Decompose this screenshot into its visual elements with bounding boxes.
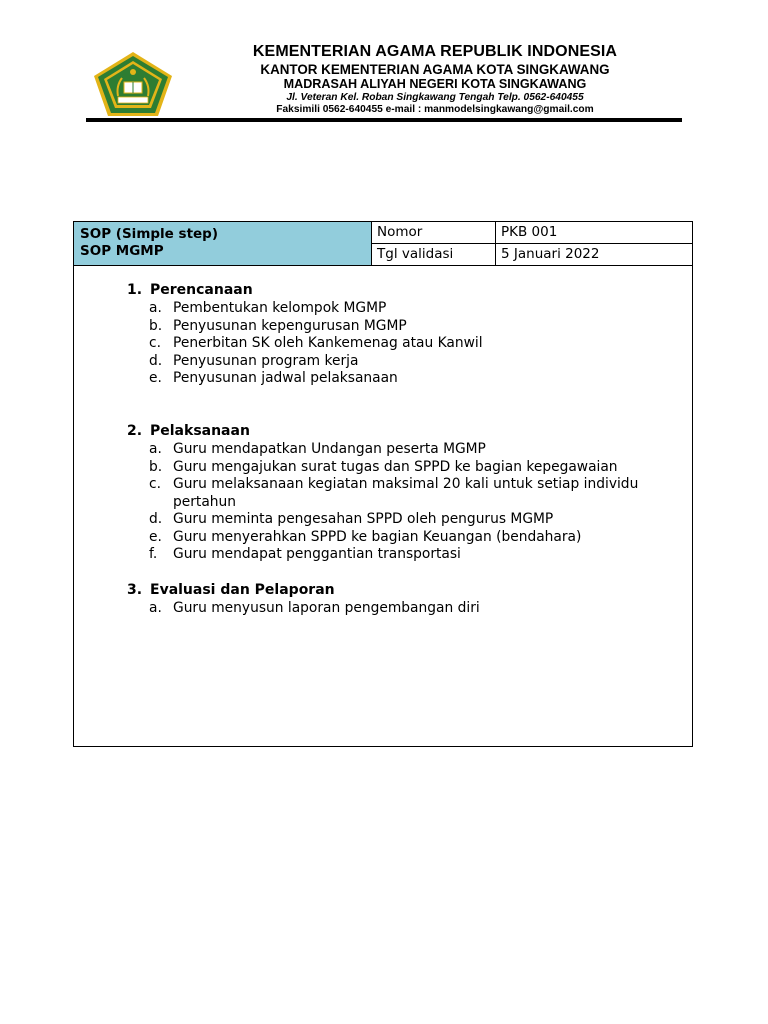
list-item: [149, 353, 659, 371]
section-title: [127, 282, 253, 299]
list-item-text: Guru meminta pengesahan SPPD oleh pengurus MGMP: [173, 511, 554, 527]
list-item-text: Guru mendapat penggantian transportasi: [173, 546, 461, 562]
list-item: [149, 476, 659, 511]
letterhead-address: Jl. Veteran Kel. Roban Singkawang Tengah Telp. 0562-640455: [286, 92, 584, 103]
list-item-text: Guru melaksanaan kegiatan maksimal 20 kali untuk setiap individu pertahun: [173, 476, 639, 510]
sop-title: SOP (Simple step): [80, 226, 219, 242]
letterhead: [200, 44, 670, 115]
list-item: [149, 441, 659, 459]
list-item-letter: a.: [149, 600, 162, 616]
section-title: [127, 582, 335, 599]
section-title-text: Pelaksanaan: [150, 423, 250, 439]
kemenag-emblem-icon: [92, 50, 174, 118]
letterhead-ministry: KEMENTERIAN AGAMA REPUBLIK INDONESIA: [252, 43, 618, 60]
list-item-letter: e.: [149, 370, 162, 386]
nomor-value: PKB 001: [496, 222, 692, 244]
list-item: [149, 511, 659, 529]
sop-subtitle: SOP MGMP: [80, 243, 164, 259]
list-item-letter: d.: [149, 352, 163, 369]
list-item-letter: a.: [149, 441, 162, 457]
sop-title-cell: [74, 222, 372, 265]
list-item: [149, 335, 659, 353]
letterhead-divider: [86, 118, 682, 122]
list-item: [149, 318, 659, 336]
list-item-letter: b.: [149, 317, 163, 334]
list-item: [149, 370, 659, 388]
section-number: 3.: [127, 582, 143, 598]
section-number: 1.: [127, 282, 143, 298]
letterhead-school: MADRASAH ALIYAH NEGERI KOTA SINGKAWANG: [283, 77, 587, 92]
sop-document-box: [73, 221, 693, 747]
list-item-text: Penyusunan program kerja: [173, 352, 359, 369]
tgl-validasi-value: 5 Januari 2022: [501, 245, 600, 262]
list-item-letter: d.: [149, 511, 163, 527]
list-item-letter: f.: [149, 546, 158, 562]
sop-meta-grid: [372, 222, 692, 265]
list-item-text: Penyusunan jadwal pelaksanaan: [173, 370, 398, 386]
tgl-validasi-label: Tgl validasi: [372, 244, 496, 266]
nomor-label: Nomor: [372, 222, 496, 244]
list-item-text: Guru mendapatkan Undangan peserta MGMP: [173, 441, 486, 457]
list-item-text: Guru mengajukan surat tugas dan SPPD ke bagian kepegawaian: [173, 458, 618, 475]
list-item-text: Pembentukan kelompok MGMP: [173, 300, 387, 316]
list-item: [149, 600, 659, 618]
section-title-text: Evaluasi dan Pelaporan: [150, 582, 335, 598]
section-title: [127, 423, 250, 440]
section-number: 2.: [127, 423, 143, 439]
list-item: [149, 546, 659, 564]
list-item: [149, 300, 659, 318]
list-item-letter: a.: [149, 300, 162, 316]
list-item-letter: b.: [149, 458, 163, 475]
section-title-text: Perencanaan: [150, 282, 253, 298]
list-item: [149, 529, 659, 547]
list-item-text: Penyusunan kepengurusan MGMP: [173, 317, 407, 334]
list-item-letter: c.: [149, 476, 161, 492]
letterhead-contact: Faksimili 0562-640455 e-mail : manmodelsingkawang@gmail.com: [276, 104, 594, 116]
list-item-letter: c.: [149, 335, 161, 351]
list-item-text: Guru menyerahkan SPPD ke bagian Keuangan (bendahara): [173, 528, 582, 545]
list-item: [149, 459, 659, 477]
list-item-text: Penerbitan SK oleh Kankemenag atau Kanwil: [173, 335, 483, 351]
list-item-letter: e.: [149, 528, 162, 545]
letterhead-office: KANTOR KEMENTERIAN AGAMA KOTA SINGKAWANG: [260, 62, 610, 77]
sop-header-row: [74, 222, 692, 266]
list-item-text: Guru menyusun laporan pengembangan diri: [173, 600, 480, 616]
